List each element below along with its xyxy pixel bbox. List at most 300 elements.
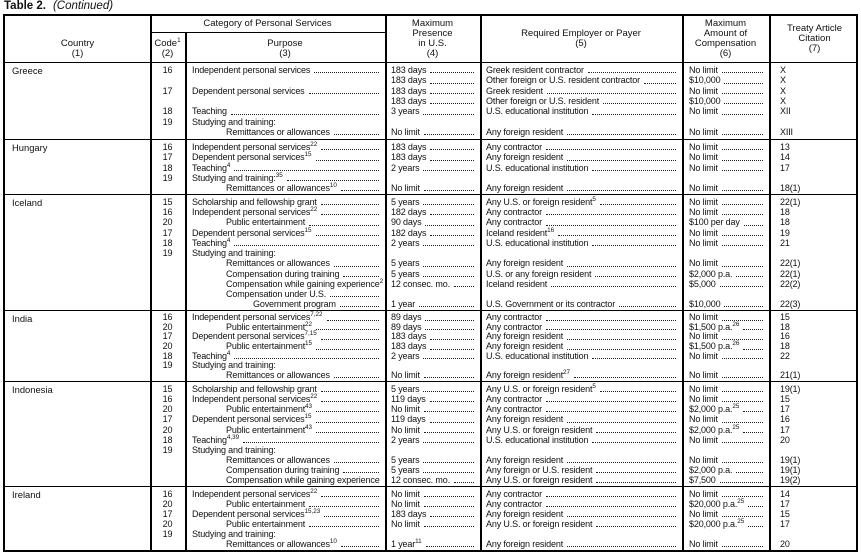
compensation-cell: [682, 394, 769, 404]
dot-leader: [744, 225, 763, 226]
dot-leader: [722, 377, 763, 378]
article-cell: [769, 529, 856, 539]
payer-cell: [480, 519, 682, 529]
payer-cell: [480, 86, 682, 96]
presence-cell-text: 183 days: [391, 152, 427, 163]
article-cell: 18(1): [780, 183, 801, 194]
code-cell: 17: [162, 414, 173, 425]
article-cell: 18: [780, 207, 790, 218]
dot-leader: [423, 391, 474, 392]
column-rule: [769, 16, 771, 550]
presence-cell-text: 119 days: [391, 414, 426, 425]
presence-cell-text: 1 year: [391, 299, 416, 310]
dot-leader: [430, 516, 474, 517]
code-cell: 20: [162, 340, 173, 351]
code-cell: 17: [162, 152, 173, 163]
payer-cell-text: Any contractor: [486, 321, 542, 332]
table-header: [5, 16, 856, 63]
compensation-cell-text: $7,500: [689, 475, 716, 486]
purpose-cell: [185, 173, 385, 183]
dot-leader: [603, 103, 676, 104]
presence-cell: [385, 258, 480, 268]
dot-leader: [423, 358, 474, 359]
compensation-cell: [682, 258, 769, 268]
dot-leader: [234, 245, 379, 246]
code-cell: [150, 279, 185, 289]
dot-leader: [316, 422, 379, 423]
country-band-greece: [5, 63, 856, 139]
presence-cell: [385, 475, 480, 485]
presence-cell-text: 89 days: [391, 321, 422, 332]
dot-leader: [430, 349, 474, 350]
dot-leader: [551, 286, 676, 287]
presence-cell-text: 90 days: [391, 217, 422, 228]
dot-leader: [644, 83, 676, 84]
dot-leader: [724, 306, 763, 307]
article-cell: 19(1): [780, 384, 801, 394]
dot-leader: [592, 170, 676, 171]
article-cell: 22(2): [780, 278, 801, 289]
dot-leader: [596, 472, 676, 473]
dot-leader: [722, 266, 763, 267]
payer-cell: [480, 238, 682, 248]
article-cell: [769, 173, 856, 183]
compensation-cell: [682, 425, 769, 435]
compensation-cell-text: No limit: [689, 331, 718, 342]
compensation-cell: [682, 217, 769, 227]
code-cell: [150, 96, 185, 106]
payer-cell-text: Any contractor: [486, 142, 542, 152]
code-cell: 16: [162, 489, 173, 499]
code-cell: [150, 269, 185, 279]
presence-cell-text: 5 years: [391, 268, 420, 279]
presence-cell-text: 5 years: [391, 258, 420, 269]
compensation-cell-text: No limit: [689, 237, 718, 248]
article-cell: 22(1): [780, 258, 801, 269]
purpose-cell: [185, 152, 385, 162]
purpose-cell-text: Public entertainment: [226, 217, 306, 228]
dot-leader: [748, 506, 763, 507]
dot-leader: [430, 149, 474, 150]
compensation-cell: [682, 475, 769, 485]
purpose-cell-text: Independent personal services$^{22}$: [192, 206, 318, 218]
dot-leader: [722, 358, 763, 359]
dot-leader: [309, 526, 379, 527]
dot-leader: [722, 190, 763, 191]
code-cell: 19: [162, 172, 173, 183]
article-cell: XIII: [780, 127, 793, 138]
payer-cell: [480, 75, 682, 85]
presence-cell: [385, 163, 480, 173]
dot-leader: [430, 93, 474, 94]
dot-leader: [423, 266, 474, 267]
code-cell: 19: [162, 116, 173, 127]
payer-cell: [480, 499, 682, 509]
presence-cell-text: 5 years: [391, 197, 420, 207]
purpose-cell: [185, 455, 385, 465]
payer-cell-text: Any foreign resident: [486, 331, 564, 342]
payer-cell-text: Any U.S. or foreign resident: [486, 424, 593, 435]
dot-leader: [430, 103, 474, 104]
purpose-cell: [185, 163, 385, 173]
presence-cell: [385, 509, 480, 519]
compensation-cell-text: No limit: [689, 183, 718, 194]
compensation-cell: [682, 384, 769, 394]
compensation-cell-text: $10,000: [689, 299, 721, 310]
purpose-cell-text: Independent personal services$^{22}$: [192, 141, 318, 152]
dot-leader: [596, 432, 676, 433]
dot-leader: [314, 72, 379, 73]
payer-cell: [480, 289, 682, 299]
compensation-cell: [682, 539, 769, 549]
code-cell: 17: [162, 85, 173, 96]
dot-leader: [423, 170, 474, 171]
footnote-superscript: 22: [310, 206, 318, 214]
article-cell: 22(1): [780, 268, 801, 279]
payer-cell: [480, 299, 682, 309]
purpose-cell-text: Compensation under U.S.: [226, 288, 327, 299]
dot-leader: [340, 306, 379, 307]
compensation-cell-text: No limit: [689, 127, 718, 138]
payer-cell: [480, 207, 682, 217]
dot-leader: [722, 149, 763, 150]
footnote-superscript: 4: [226, 236, 231, 244]
footnote-superscript: 22: [310, 141, 318, 148]
dot-leader: [234, 170, 379, 171]
purpose-cell-text: Remittances or allowances$^{10}$: [226, 182, 337, 194]
payer-cell-text: U.S. educational institution: [486, 434, 589, 445]
code-cell: 20: [162, 404, 173, 415]
dot-leader: [334, 134, 379, 135]
payer-cell: [480, 142, 682, 152]
purpose-cell: [185, 475, 385, 485]
dot-leader: [596, 482, 676, 483]
presence-cell: [385, 499, 480, 509]
footnote-superscript: 26: [732, 339, 740, 347]
presence-cell-text: No limit: [391, 369, 420, 380]
article-cell: [769, 445, 856, 455]
compensation-cell-text: No limit: [689, 350, 718, 361]
footnote-superscript: 43: [305, 423, 313, 431]
presence-cell-text: 183 days: [391, 85, 427, 96]
header-amount-line: Amount of: [703, 28, 748, 39]
presence-cell-text: 5 years: [391, 465, 420, 476]
purpose-cell-text: Teaching$^4$: [192, 161, 231, 173]
article-cell: 18: [780, 217, 790, 228]
purpose-cell-text: Remittances or allowances: [226, 369, 330, 380]
article-cell: 16: [780, 414, 790, 425]
compensation-cell: [682, 96, 769, 106]
header-payer-line: Required Employer or Payer: [521, 28, 641, 39]
compensation-cell-text: $2,000 p.a.$^{25}$: [689, 403, 740, 415]
compensation-cell: [682, 163, 769, 173]
payer-cell: [480, 435, 682, 445]
compensation-cell: [682, 65, 769, 75]
payer-cell: [480, 96, 682, 106]
code-cell: 17: [162, 331, 173, 342]
column-rule: [150, 16, 152, 550]
dot-leader: [424, 411, 474, 412]
presence-cell-text: 183 days: [391, 509, 427, 520]
dot-leader: [341, 190, 379, 191]
purpose-cell-text: Independent personal services$^{22}$: [192, 488, 318, 499]
presence-cell-text: No limit: [391, 519, 420, 530]
payer-cell-text: Iceland resident$^{16}$: [486, 226, 555, 238]
payer-cell-text: Any contractor: [486, 217, 542, 228]
dot-leader: [430, 160, 474, 161]
dot-leader: [425, 225, 474, 226]
code-cell: [150, 299, 185, 309]
header-presence-line: Maximum: [411, 18, 454, 29]
code-cell: [150, 127, 185, 137]
dot-leader: [321, 391, 379, 392]
dot-leader: [722, 320, 763, 321]
purpose-cell-text: Government program: [253, 299, 336, 310]
header-amount: [682, 16, 769, 62]
presence-cell: [385, 106, 480, 116]
purpose-cell-text: Independent personal services$^{22}$: [192, 393, 318, 405]
presence-cell: [385, 152, 480, 162]
presence-cell: [385, 127, 480, 137]
payer-cell: [480, 384, 682, 394]
presence-cell-text: 2 years: [391, 434, 420, 445]
purpose-cell-text: Studying and training:: [192, 529, 276, 540]
dot-leader: [592, 442, 676, 443]
article-cell: 17: [780, 519, 790, 530]
compensation-cell: [682, 173, 769, 183]
presence-cell-text: 5 years: [391, 384, 420, 394]
footnote-superscript: 4: [226, 161, 231, 169]
country-name: Iceland: [12, 197, 43, 208]
presence-cell: [385, 142, 480, 152]
country-name: India: [12, 313, 33, 324]
presence-cell: [385, 455, 480, 465]
dot-leader: [722, 134, 763, 135]
payer-cell-text: Iceland resident: [486, 278, 548, 289]
dot-leader: [316, 349, 379, 350]
payer-cell: [480, 163, 682, 173]
code-cell: 15: [162, 197, 173, 207]
dot-leader: [546, 401, 676, 402]
payer-cell-text: Any contractor: [486, 499, 542, 510]
code-cell: 18: [162, 434, 173, 445]
purpose-cell-text: Remittances or allowances: [226, 127, 330, 138]
code-cell: 18: [162, 237, 173, 248]
payer-cell-text: U.S. educational institution: [486, 350, 589, 361]
purpose-cell-text: Studying and training:: [192, 360, 276, 371]
presence-cell: [385, 217, 480, 227]
article-cell: 18: [780, 321, 790, 332]
dot-leader: [567, 339, 676, 340]
dot-leader: [595, 276, 676, 277]
compensation-cell: [682, 371, 769, 381]
dot-leader: [316, 411, 379, 412]
footnote-superscript: 5: [592, 383, 596, 390]
payer-cell: [480, 394, 682, 404]
dot-leader: [722, 401, 763, 402]
dot-leader: [567, 422, 676, 423]
article-cell: 17: [780, 424, 790, 435]
footnote-superscript: 25: [732, 423, 740, 431]
footnote-superscript: 15,23: [304, 508, 321, 516]
article-cell: 19(2): [780, 475, 801, 486]
presence-cell-text: No limit: [391, 499, 420, 510]
article-cell: 15: [780, 312, 790, 322]
presence-cell-text: 1 year$^{11}$: [391, 538, 422, 550]
payer-cell: [480, 529, 682, 539]
payer-cell-text: Any foreign resident: [486, 258, 564, 269]
presence-cell: [385, 384, 480, 394]
purpose-cell-text: Dependent personal services$^{15}$: [192, 226, 312, 238]
article-cell: 19(1): [780, 454, 801, 465]
article-cell: 14: [780, 152, 790, 163]
footnote-superscript: 27: [563, 368, 571, 376]
compensation-cell-text: No limit: [689, 312, 718, 322]
dot-leader: [600, 204, 676, 205]
article-cell: 17: [780, 404, 790, 415]
payer-cell-text: Other foreign or U.S. resident: [486, 96, 600, 107]
document-title: [4, 0, 113, 12]
compensation-cell-text: No limit: [689, 85, 718, 96]
dot-leader: [321, 496, 379, 497]
compensation-cell-text: No limit: [689, 509, 718, 520]
compensation-cell-text: No limit: [689, 65, 718, 75]
purpose-cell-text: Dependent personal services$^{15}$: [192, 413, 312, 425]
dot-leader: [430, 401, 474, 402]
footnote-superscript: 2: [379, 277, 384, 285]
purpose-cell-text: Teaching$^4$: [192, 349, 231, 361]
dot-leader: [424, 190, 474, 191]
dot-leader: [567, 160, 676, 161]
dot-leader: [722, 170, 763, 171]
compensation-cell-text: $20,000 p.a.$^{25}$: [689, 498, 745, 510]
country-name: Hungary: [12, 142, 48, 153]
header-code-line: Code$^1$: [154, 36, 181, 49]
compensation-cell: [682, 152, 769, 162]
footnote-superscript: 7,22: [310, 311, 323, 318]
purpose-cell: [185, 86, 385, 96]
header-presence-line: in U.S.: [418, 38, 447, 49]
dot-leader: [309, 93, 379, 94]
dot-leader: [316, 235, 379, 236]
dot-leader: [567, 266, 676, 267]
article-cell: 15: [780, 394, 790, 405]
payer-cell-text: Any U.S. or foreign resident$^5$: [486, 383, 596, 394]
payer-cell-text: Any foreign resident: [486, 183, 564, 194]
purpose-cell: [185, 258, 385, 268]
code-cell: [150, 289, 185, 299]
payer-cell-text: Any foreign resident: [486, 127, 564, 138]
presence-cell: [385, 435, 480, 445]
presence-cell: [385, 371, 480, 381]
payer-cell-text: U.S. educational institution: [486, 237, 589, 248]
code-cell: 20: [162, 424, 173, 435]
footnote-superscript: 4: [226, 349, 231, 357]
compensation-cell-text: No limit: [689, 414, 718, 425]
dot-leader: [600, 391, 676, 392]
dot-leader: [722, 93, 763, 94]
dot-leader: [321, 339, 379, 340]
code-cell: 19: [162, 360, 173, 371]
compensation-cell: [682, 299, 769, 309]
code-cell: 20: [162, 499, 173, 510]
payer-cell-text: Any foreign resident: [486, 152, 564, 163]
purpose-cell: [185, 96, 385, 106]
dot-leader: [720, 482, 763, 483]
dot-leader: [430, 339, 474, 340]
header-country-line: Country: [60, 38, 95, 49]
presence-cell-text: 182 days: [391, 207, 427, 218]
payer-cell-text: Any U.S. or foreign resident: [486, 475, 593, 486]
payer-cell: [480, 445, 682, 455]
presence-cell: [385, 465, 480, 475]
header-code: [150, 32, 185, 61]
presence-cell: [385, 279, 480, 289]
header-amount-line: Maximum: [704, 18, 747, 29]
header-country: [5, 16, 150, 61]
purpose-cell-text: Public entertainment$^{22}$: [226, 320, 313, 332]
compensation-cell: [682, 289, 769, 299]
presence-cell: [385, 238, 480, 248]
code-cell: 20: [162, 519, 173, 530]
header-presence: [385, 16, 480, 62]
compensation-cell-text: No limit: [689, 394, 718, 405]
compensation-cell-text: No limit: [689, 539, 718, 550]
article-cell: 13: [780, 142, 790, 152]
presence-cell: [385, 86, 480, 96]
payer-cell: [480, 455, 682, 465]
payer-cell-text: Any foreign resident: [486, 414, 564, 425]
presence-cell: [385, 207, 480, 217]
payer-cell-text: Other foreign or U.S. resident contractor: [486, 75, 640, 86]
article-cell: 22: [780, 350, 790, 361]
payer-cell: [480, 368, 682, 381]
purpose-cell-text: Public entertainment$^{43}$: [226, 423, 313, 435]
payer-cell-text: U.S. educational institution: [486, 162, 589, 173]
purpose-cell: [185, 207, 385, 217]
purpose-cell: [185, 127, 385, 137]
code-cell: [150, 183, 185, 193]
footnote-superscript: 5: [592, 196, 596, 203]
dot-leader: [321, 401, 379, 402]
compensation-cell: [682, 529, 769, 539]
header-purpose-line: Purpose: [267, 38, 303, 49]
code-cell: 19: [162, 444, 173, 455]
header-article-line: Citation: [798, 33, 831, 44]
payer-cell: [480, 414, 682, 424]
payer-cell: [480, 404, 682, 414]
payer-cell-text: Any foreign or U.S. resident: [486, 465, 593, 476]
dot-leader: [574, 377, 676, 378]
compensation-cell: [682, 269, 769, 279]
purpose-cell-text: Dependent personal services$^{15,23}$: [192, 508, 321, 520]
article-cell: 22(3): [780, 299, 801, 310]
purpose-cell: [185, 197, 385, 207]
dot-leader: [547, 93, 676, 94]
dot-leader: [334, 266, 379, 267]
dot-leader: [330, 296, 379, 297]
dot-leader: [546, 506, 676, 507]
column-rule: [682, 16, 684, 550]
dot-leader: [426, 546, 474, 547]
presence-cell-text: 89 days: [391, 312, 422, 322]
presence-cell-text: No limit: [391, 404, 420, 415]
article-cell: [769, 289, 856, 299]
purpose-cell: [185, 414, 385, 424]
payer-cell: [480, 117, 682, 127]
dot-leader: [321, 204, 379, 205]
presence-cell-text: 12 consec. mo.: [391, 475, 450, 486]
